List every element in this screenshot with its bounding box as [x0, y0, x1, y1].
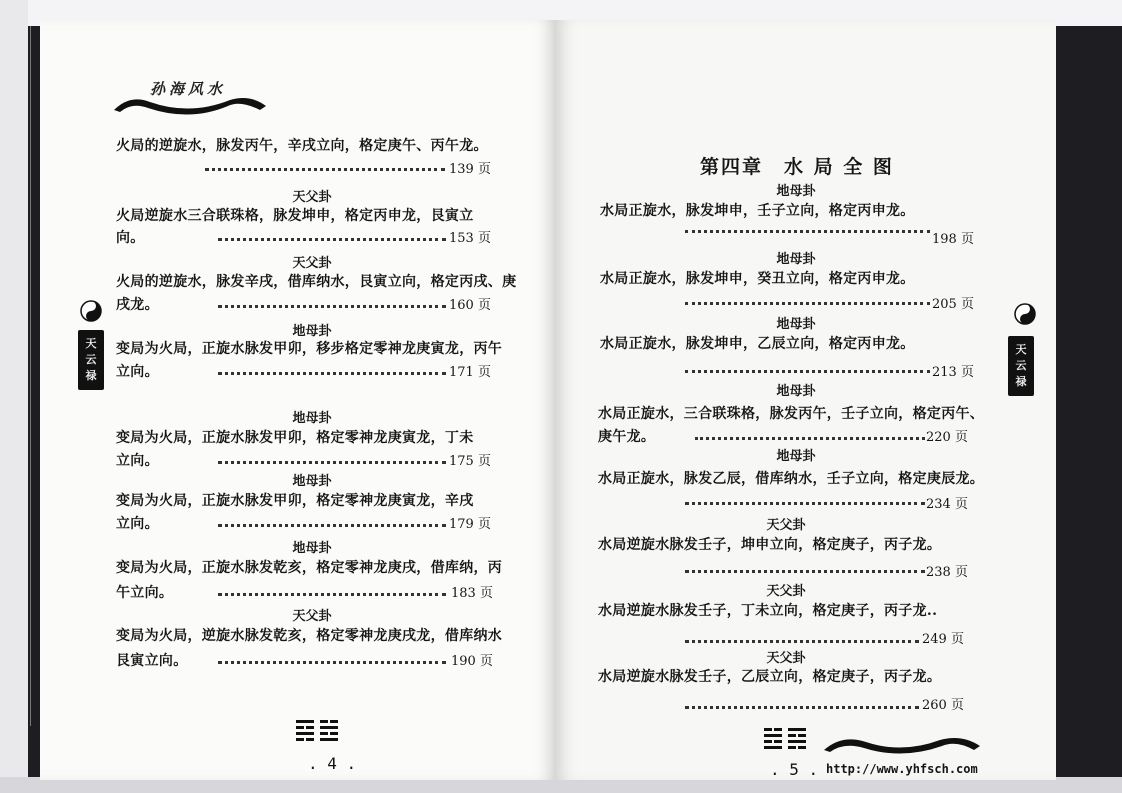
entry-page-ref: 260 页 [922, 698, 964, 713]
entry-heading: 天父卦 [292, 256, 332, 271]
entry-heading: 天父卦 [292, 190, 332, 205]
leader-dots [685, 704, 919, 709]
entry-text-line: 午立向。 [116, 585, 174, 601]
entry-text-line: 变局为火局，正旋水脉发甲卯，移步格定零神龙庚寅龙，丙午 [116, 341, 503, 357]
right-page-number: . 5 . [770, 760, 819, 779]
entry-text-line: 水局正旋水，脉发坤申，乙辰立向，格定丙申龙。 [600, 336, 915, 352]
entry-text-line: 变局为火局，正旋水脉发乾亥，格定零神龙庚戌，借库纳，丙 [116, 560, 503, 576]
yinyang-icon [80, 300, 102, 322]
leader-dots [685, 228, 930, 233]
entry-page-ref: 139 页 [449, 162, 491, 177]
entry-page-ref: 220 页 [926, 430, 968, 445]
header-swoosh-ornament [110, 88, 270, 118]
leader-dots [218, 522, 446, 527]
entry-text-line: 变局为火局，逆旋水脉发乾亥，格定零神龙庚戌龙，借库纳水 [116, 628, 503, 644]
entry-heading: 天父卦 [292, 609, 332, 624]
footer-url: http://www.yhfsch.com [826, 762, 978, 776]
entry-text-line: 向。 [116, 230, 145, 246]
entry-heading: 地母卦 [776, 184, 816, 199]
entry-text-line: 立向。 [116, 453, 159, 469]
entry-text-line: 水局逆旋水脉发壬子，丁未立向，格定庚子，丙子龙.. [598, 603, 938, 619]
entry-page-ref: 160 页 [449, 298, 491, 313]
left-running-header: 孙海风水 [150, 80, 227, 98]
entry-text-line: 火局的逆旋水，脉发丙午，辛戌立向，格定庚午、丙午龙。 [116, 138, 488, 154]
entry-text-line: 水局正旋水，脉发乙辰，借库纳水，壬子立向，格定庚辰龙。 [598, 471, 985, 487]
entry-text-line: 水局逆旋水脉发壬子，乙辰立向，格定庚子，丙子龙。 [598, 669, 942, 685]
yinyang-icon [1014, 303, 1036, 325]
entry-page-ref: 175 页 [449, 454, 491, 469]
entry-heading: 地母卦 [292, 541, 332, 556]
entry-page-ref: 153 页 [449, 231, 491, 246]
entry-page-ref: 205 页 [932, 297, 974, 312]
entry-heading: 天父卦 [766, 518, 806, 533]
leader-dots [218, 591, 446, 596]
scan-border-left [0, 0, 28, 793]
entry-text-line: 水局正旋水，三合联珠格，脉发丙午，壬子立向，格定丙午、 [598, 406, 985, 422]
entry-text-line: 变局为火局，正旋水脉发甲卯，格定零神龙庚寅龙，丁未 [116, 430, 474, 446]
badge-char: 天 [85, 337, 97, 350]
leader-dots [218, 303, 446, 308]
entry-page-ref: 238 页 [926, 565, 968, 580]
entry-page-ref: 213 页 [932, 365, 974, 380]
entry-heading: 地母卦 [776, 317, 816, 332]
entry-text-line: 立向。 [116, 516, 159, 532]
entry-text-line: 戌龙。 [116, 297, 159, 313]
badge-char: 禄 [85, 369, 97, 382]
badge-char: 云 [85, 353, 97, 366]
bagua-trigram-icon [764, 728, 808, 758]
entry-text-line: 水局正旋水，脉发坤申，壬子立向，格定丙申龙。 [600, 203, 915, 219]
leader-dots [685, 568, 925, 573]
leader-dots [218, 236, 446, 241]
leader-dots [205, 166, 445, 171]
entry-heading: 地母卦 [292, 411, 332, 426]
entry-text-line: 艮寅立向。 [116, 653, 188, 669]
leader-dots [685, 500, 925, 505]
entry-page-ref: 198 页 [932, 232, 974, 247]
entry-heading: 地母卦 [776, 449, 816, 464]
left-sidebar-badge [78, 330, 104, 390]
badge-char: 天 [1015, 343, 1027, 356]
entry-page-ref: 183 页 [451, 586, 493, 601]
entry-page-ref: 171 页 [449, 365, 491, 380]
entry-text-line: 庚午龙。 [598, 429, 656, 445]
entry-text-line: 火局的逆旋水，脉发辛戌，借库纳水，艮寅立向，格定丙戌、庚 [116, 274, 517, 290]
leader-dots [218, 659, 446, 664]
leader-dots [218, 459, 446, 464]
entry-heading: 天父卦 [766, 651, 806, 666]
badge-char: 云 [1015, 359, 1027, 372]
entry-text-line: 变局为火局，正旋水脉发甲卯，格定零神龙庚寅龙，辛戌 [116, 493, 474, 509]
entry-heading: 天父卦 [766, 584, 806, 599]
left-page-number: . 4 . [308, 754, 357, 773]
entry-page-ref: 190 页 [451, 654, 493, 669]
entry-page-ref: 249 页 [922, 632, 964, 647]
leader-dots [685, 638, 919, 643]
entry-heading: 地母卦 [776, 252, 816, 267]
leader-dots [685, 368, 930, 373]
leader-dots [695, 435, 925, 440]
entry-page-ref: 179 页 [449, 517, 491, 532]
bagua-trigram-icon [296, 720, 340, 750]
leader-dots [218, 370, 446, 375]
badge-char: 禄 [1015, 375, 1027, 388]
entry-text-line: 水局逆旋水脉发壬子，坤申立向，格定庚子，丙子龙。 [598, 537, 942, 553]
footer-swoosh-ornament [822, 730, 982, 756]
entry-text-line: 火局逆旋水三合联珠格，脉发坤申，格定丙申龙，艮寅立 [116, 208, 474, 224]
entry-text-line: 水局正旋水，脉发坤申，癸丑立向，格定丙申龙。 [600, 271, 915, 287]
entry-heading: 地母卦 [292, 474, 332, 489]
entry-text-line: 立向。 [116, 364, 159, 380]
entry-heading: 地母卦 [292, 324, 332, 339]
entry-page-ref: 234 页 [926, 497, 968, 512]
entry-heading: 地母卦 [776, 384, 816, 399]
right-sidebar-badge [1008, 336, 1034, 396]
chapter-title: 第四章 水 局 全 图 [700, 156, 894, 178]
leader-dots [685, 300, 930, 305]
